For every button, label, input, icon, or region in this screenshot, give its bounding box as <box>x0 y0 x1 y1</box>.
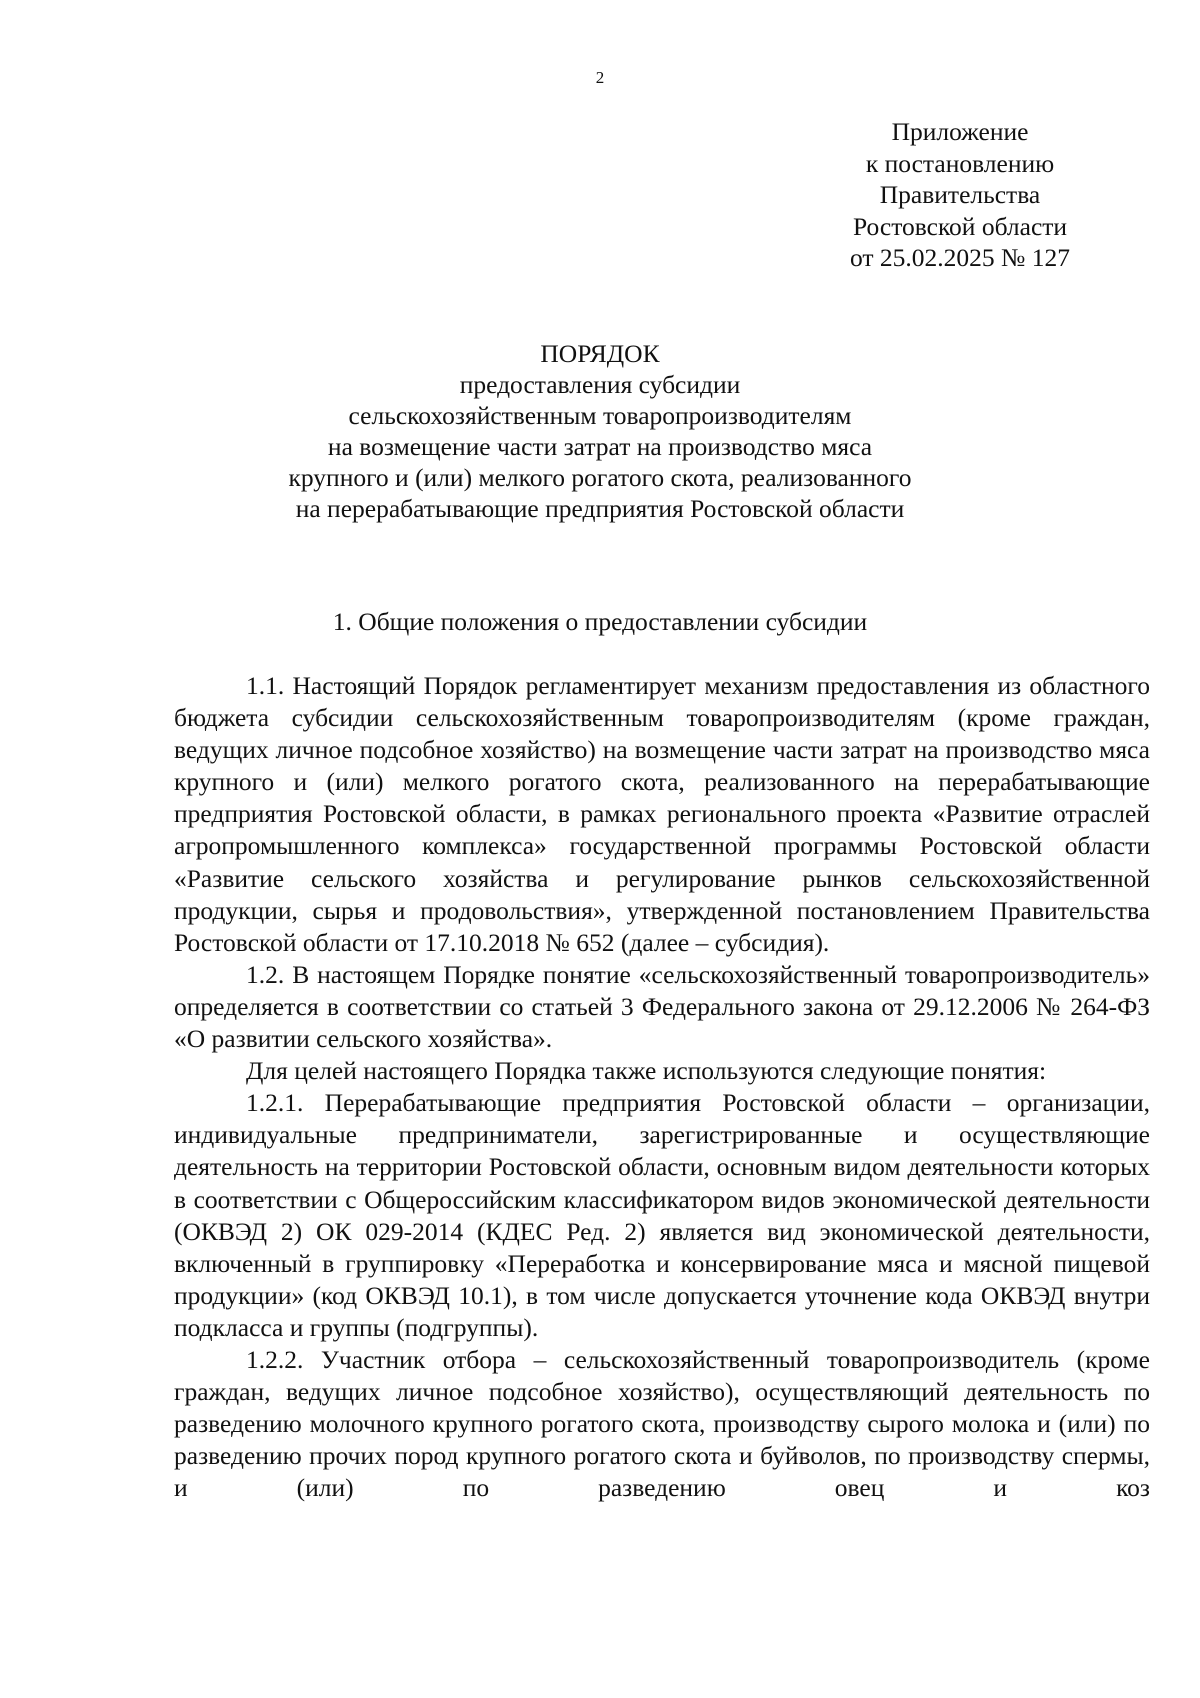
appendix-line: к постановлению <box>865 148 1055 178</box>
page-number: 2 <box>595 68 605 87</box>
paragraph-definitions-intro: Для целей настоящего Порядка также используются следующие понятия: <box>246 1056 1047 1086</box>
document-subtitle-line: на перерабатывающие предприятия Ростовской области <box>295 494 905 523</box>
document-subtitle-line: сельскохозяйственным товаропроизводителям <box>348 401 852 430</box>
document-subtitle-line: предоставления субсидии <box>459 370 741 399</box>
section-body <box>174 670 1150 1504</box>
appendix-line: от 25.02.2025 № 127 <box>849 243 1070 272</box>
appendix-line: Правительства <box>879 180 1041 209</box>
paragraph-1-2-1: 1.2.1. Перерабатывающие предприятия Ростовской области – организации, индивидуальные предприниматели, зарегистрированные и осуществляющие деятельность на территории Ростовской области, основным видом деятельности которых в соответствии с Общероссийским классификатором видов экономической деятельности (ОКВЭД 2) ОК 029-2014 (КДЕС Ред. 2) является вид экономической деятельности, включенный в группировку «Переработка и консервирование мяса и мясной пищевой продукции» (код ОКВЭД 10.1), в том числе допускается уточнение кода ОКВЭД внутри подкласса и группы (подгруппы). <box>174 1088 1150 1342</box>
appendix-reference <box>810 116 1110 274</box>
appendix-line: Ростовской области <box>852 211 1068 241</box>
appendix-line: Приложение <box>891 117 1029 146</box>
document-subtitle-line: на возмещение части затрат на производство мяса <box>327 432 873 461</box>
document-subtitle-line: крупного и (или) мелкого рогатого скота, реализованного <box>288 463 912 492</box>
paragraph-1-2: 1.2. В настоящем Порядке понятие «сельскохозяйственный товаропроизводитель» определяется в соответствии со статьей 3 Федерального закона от 29.12.2006 № 264-ФЗ «О развитии сельского хозяйства». <box>174 959 1150 1054</box>
document-title <box>0 338 1200 524</box>
document-title-main: ПОРЯДОК <box>540 339 660 368</box>
section-heading: 1. Общие положения о предоставлении субсидии <box>332 607 868 636</box>
paragraph-1-2-2: 1.2.2. Участник отбора – сельскохозяйственный товаропроизводитель (кроме граждан, ведущих личное подсобное хозяйство), осуществляющий деятельность по разведению молочного крупного рогатого скота, производству сырого молока и (или) по разведению прочих пород крупного рогатого скота и буйволов, по производству спермы, и (или) по разведению овец и коз <box>174 1344 1150 1503</box>
paragraph-1-1: 1.1. Настоящий Порядок регламентирует механизм предоставления из областного бюджета субсидии сельскохозяйственным товаропроизводителям (кроме граждан, ведущих личное подсобное хозяйство) на возмещение части затрат на производство мяса крупного и (или) мелкого рогатого скота, реализованного на перерабатывающие предприятия Ростовской области, в рамках регионального проекта «Развитие отраслей агропромышленного комплекса» государственной программы Ростовской области «Развитие сельского хозяйства и регулирование рынков сельскохозяйственной продукции, сырья и продовольствия», утвержденной постановлением Правительства Ростовской области от 17.10.2018 № 652 (далее – субсидия). <box>174 671 1150 957</box>
